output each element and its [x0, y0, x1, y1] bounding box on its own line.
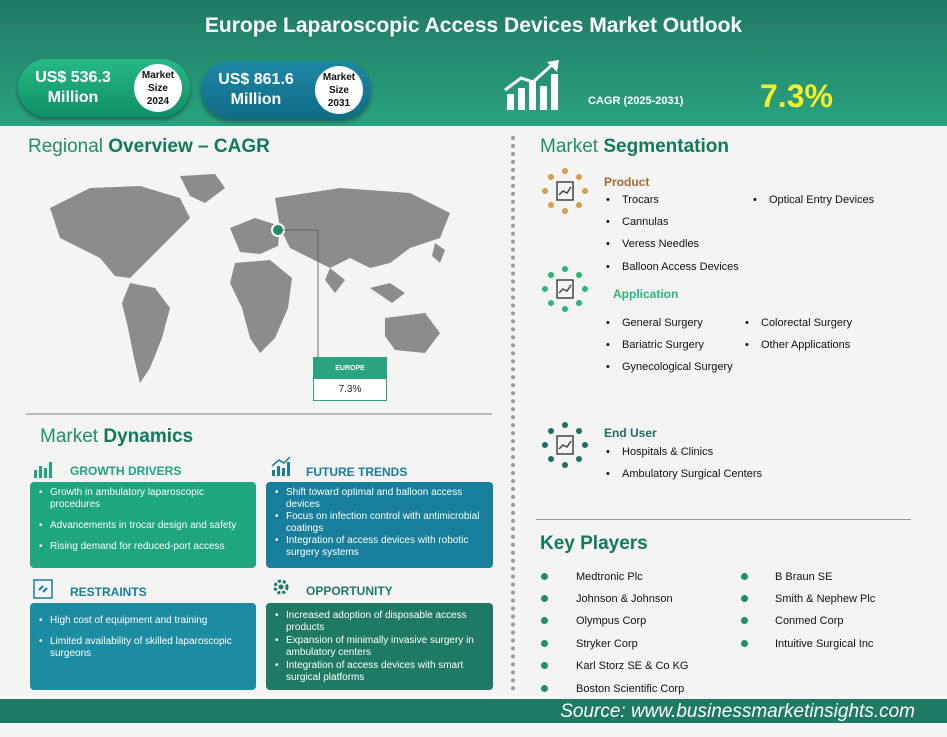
growth-drivers-card — [30, 482, 256, 568]
size-2024-badge — [134, 64, 182, 112]
market-size-2024-pill — [18, 59, 190, 117]
player-item: Intuitive Surgical Inc — [775, 638, 874, 650]
list-item: • Increased adoption of disposable access products — [286, 610, 485, 634]
badge-label: Market — [141, 70, 175, 81]
bullet-dot — [741, 595, 748, 602]
bullet-dot — [541, 595, 548, 602]
list-item: • Expansion of minimally invasive surgery in ambulatory centers — [286, 635, 485, 659]
title-part: Market — [40, 426, 99, 447]
end-user-icon — [541, 421, 589, 469]
future-trends-card — [266, 482, 493, 568]
player-item: Smith & Nephew Plc — [775, 593, 876, 605]
title-part-bold: Dynamics — [103, 426, 194, 447]
player-item: Medtronic Plc — [576, 571, 643, 583]
badge-label: Market — [322, 72, 356, 83]
player-item: B Braun SE — [775, 571, 833, 583]
size-2031-value: US$ 861.6 — [218, 71, 294, 88]
bullet-dot — [541, 573, 548, 580]
player-item: Boston Scientific Corp — [576, 683, 685, 695]
bullet-dot — [541, 685, 548, 692]
player-item: Johnson & Johnson — [576, 593, 673, 605]
size-2024-unit: Million — [47, 89, 99, 106]
title-part: Market — [540, 136, 599, 157]
segment-item: • Ambulatory Surgical Centers — [622, 468, 762, 480]
end-user-title: End User — [604, 426, 657, 440]
opportunity-title: OPPORTUNITY — [306, 584, 393, 598]
bullet-dot — [541, 617, 548, 624]
player-item: Conmed Corp — [775, 615, 844, 627]
segment-item: • Cannulas — [622, 216, 668, 228]
list-item: • Shift toward optimal and balloon access devices — [286, 487, 485, 511]
size-2031-badge — [315, 66, 363, 114]
segment-item: • Veress Needles — [622, 238, 699, 250]
key-players-title: Key Players — [540, 533, 648, 554]
segment-item: • Optical Entry Devices — [769, 194, 874, 206]
growth-chart-icon — [503, 60, 565, 112]
badge-year: 2031 — [327, 98, 351, 109]
opportunity-card — [266, 603, 493, 690]
dynamics-title — [40, 426, 193, 448]
cagr-value: 7.3% — [760, 78, 833, 114]
bullet-dot — [541, 662, 548, 669]
segment-item: • Hospitals & Clinics — [622, 446, 713, 458]
region-label: EUROPE — [314, 358, 386, 379]
list-item: • Focus on infection control with antimicrobial coatings — [286, 511, 485, 535]
list-item: • Rising demand for reduced-port access — [50, 541, 248, 553]
list-item: • Limited availability of skilled laparoscopic surgeons — [50, 636, 248, 660]
list-item: • Growth in ambulatory laparoscopic procedures — [50, 487, 248, 511]
regional-title — [28, 136, 270, 158]
badge-label: Size — [328, 85, 349, 96]
product-icon — [541, 167, 589, 215]
player-item: Karl Storz SE & Co KG — [576, 660, 689, 672]
restraints-title: RESTRAINTS — [70, 585, 147, 599]
application-title: Application — [613, 287, 679, 301]
market-size-2031-pill — [201, 61, 371, 119]
title-part-bold: Overview – CAGR — [108, 136, 270, 157]
segment-item: • Colorectal Surgery — [761, 317, 852, 329]
list-item: • Integration of access devices with robotic surgery systems — [286, 535, 485, 559]
future-trends-title: FUTURE TRENDS — [306, 465, 408, 479]
segment-item: • Other Applications — [761, 339, 850, 351]
bullet-dot — [741, 617, 748, 624]
product-title: Product — [604, 175, 650, 189]
broken-link-icon — [32, 578, 54, 600]
player-item: Olympus Corp — [576, 615, 647, 627]
segment-item: • Gynecological Surgery — [622, 361, 733, 373]
application-icon — [541, 265, 589, 313]
divider — [26, 413, 492, 415]
list-item: • Integration of access devices with smart surgical platforms — [286, 660, 485, 684]
cagr-label: CAGR (2025-2031) — [588, 95, 684, 107]
badge-label: Size — [147, 83, 168, 94]
list-item: • Advancements in trocar design and safety — [50, 520, 248, 532]
segment-item: • Balloon Access Devices — [622, 261, 739, 273]
world-map — [30, 168, 470, 398]
trend-chart-icon — [270, 456, 292, 478]
source-text: Source: www.businessmarketinsights.com — [560, 701, 915, 722]
segment-item: • Bariatric Surgery — [622, 339, 704, 351]
list-item: • High cost of equipment and training — [50, 615, 248, 627]
growth-drivers-title: GROWTH DRIVERS — [70, 464, 182, 478]
title-part-bold: Segmentation — [603, 136, 729, 157]
segment-item: • General Surgery — [622, 317, 703, 329]
region-value: 7.3% — [338, 384, 362, 395]
bullet-dot — [541, 640, 548, 647]
badge-year: 2024 — [146, 96, 170, 107]
europe-cagr-callout — [313, 357, 387, 401]
bullet-dot — [741, 573, 748, 580]
gear-icon — [270, 576, 292, 598]
bar-chart-icon — [32, 458, 54, 480]
size-2024-value: US$ 536.3 — [35, 69, 111, 86]
segment-item: • Trocars — [622, 194, 659, 206]
player-item: Stryker Corp — [576, 638, 638, 650]
page-title: Europe Laparoscopic Access Devices Market Outlook — [204, 14, 743, 37]
divider — [536, 519, 911, 520]
segmentation-title — [540, 136, 729, 158]
title-part: Regional — [28, 136, 103, 157]
bullet-dot — [741, 640, 748, 647]
dotted-divider — [511, 136, 515, 691]
size-2031-unit: Million — [230, 91, 282, 108]
restraints-card — [30, 603, 256, 690]
